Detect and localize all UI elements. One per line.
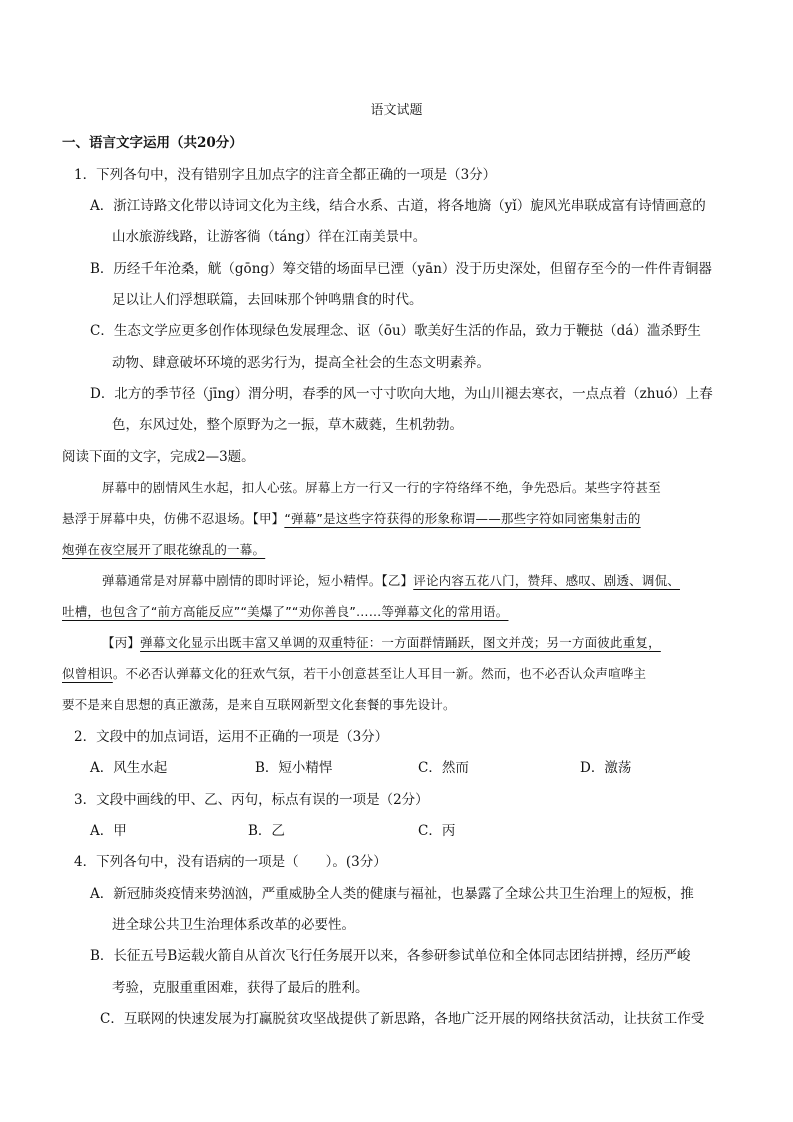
passage-para-1-line-3 [62,542,265,558]
passage-text: 悬浮于屏幕中央，仿佛不忍退场。【甲】 [62,511,285,526]
q1-option-d-cont: 色，东风过处，整个原野为之一振，草木葳蕤，生机勃勃。 [112,417,463,433]
sentence-bing-cont: 似曾相识 [62,666,113,681]
q4-option-b-cont: 考验，克服重重困难，获得了最后的胜利。 [112,980,369,996]
q3-option-c: C．丙 [418,823,456,839]
q1-option-c-cont: 动物、肆意破坏环境的恶劣行为，提高全社会的生态文明素养。 [112,355,490,371]
passage-para-2 [102,573,680,589]
q4-option-a-cont: 进全球公共卫生治理体系改革的必要性。 [112,917,355,933]
passage-para-3-line-3: 要不是来自思想的真正激荡，是来自互联网新型文化套餐的事先设计。 [62,697,456,712]
q1-option-c: C．生态文学应更多创作体现绿色发展理念、讴（ōu）歌美好生活的作品，致力于鞭挞（dá）滥杀野生 [90,323,701,339]
q1-option-a: A．浙江诗路文化带以诗词文化为主线，结合水系、古道，将各地旖（yǐ）旎风光串联成富有诗情画意的 [90,198,706,214]
q2-option-d: D．激荡 [580,760,632,776]
sentence-yi-cont: 吐槽，也包含了“前方高能反应”“美爆了”“劝你善良”……等弹幕文化的常用语。 [62,604,509,619]
q2-stem: 2．文段中的加点词语，运用不正确的一项是（3分） [74,729,389,745]
sentence-jia: “弹幕”是这些字符获得的形象称谓——那些字符如同密集射击的 [284,511,641,526]
passage-para-1: 屏幕中的剧情风生水起，扣人心弦。屏幕上方一行又一行的字符络绎不绝，争先恐后。某些字符甚至 [102,480,661,495]
q1-option-b: B．历经千年沧桑，觥（gōng）筹交错的场面早已湮（yān）没于历史深处，但留存至今的一件件青铜器 [90,261,712,277]
page-title: 语文试题 [370,103,423,118]
passage-intro: 阅读下面的文字，完成2—3题。 [62,449,255,465]
q3-stem: 3．文段中画线的甲、乙、丙句，标点有误的一项是（2分） [74,792,429,808]
sentence-bing: 弹幕文化显示出既丰富又单调的双重特征：一方面群情踊跃，图文并茂；另一方面彼此重复， [140,635,661,650]
q3-option-a: A．甲 [90,823,127,839]
section-heading: 一、语言文字运用（共20分） [62,135,243,151]
q4-option-c: C．互联网的快速发展为打赢脱贫攻坚战提供了新思路，各地广泛开展的网络扶贫活动，让扶贫工作受 [100,1011,705,1027]
sentence-yi: 评论内容五花八门，赞拜、感叹、剧透、调侃、 [413,573,680,588]
q4-stem: 4．下列各句中，没有语病的一项是（ ）。(3分） [74,854,387,870]
q3-option-b: B．乙 [248,823,285,839]
passage-text: 弹幕通常是对屏幕中剧情的即时评论，短小精悍。【乙】 [102,573,414,588]
q1-stem: 1．下列各句中，没有错别字且加点字的注音全都正确的一项是（3分） [74,167,497,183]
q4-option-a: A．新冠肺炎疫情来势汹汹，严重威胁全人类的健康与福祉，也暴露了全球公共卫生治理上的短板，推 [90,886,694,902]
passage-para-3 [102,635,661,651]
q1-option-d: D．北方的季节径（jīng）渭分明，春季的风一寸寸吹向大地，为山川褪去寒衣，一点点着（zhuó）上春 [90,386,713,402]
passage-para-3-line-2 [62,666,646,682]
q2-option-c: C．然而 [418,760,469,776]
passage-para-1-line-2 [62,511,641,527]
q1-option-a-cont: 山水旅游线路，让游客徜（táng）徉在江南美景中。 [112,229,427,245]
q1-option-b-cont: 足以让人们浮想联篇，去回味那个钟鸣鼎食的时代。 [112,292,423,308]
q4-option-b: B．长征五号B运载火箭自从首次飞行任务展开以来，各参研参试单位和全体同志团结拼搏，经历严峻 [90,948,691,964]
q2-option-a: A．风生水起 [90,760,168,776]
passage-text: 。不必否认弹幕文化的狂欢气氛，若干小创意甚至让人耳目一新。然而，也不必否认众声喧哗主 [112,666,647,681]
sentence-jia-cont: 炮弹在夜空展开了眼花缭乱的一幕。 [62,542,266,557]
q2-option-b: B．短小精悍 [255,760,333,776]
passage-para-2-line-2 [62,604,508,620]
passage-text: 【丙】 [102,635,141,650]
